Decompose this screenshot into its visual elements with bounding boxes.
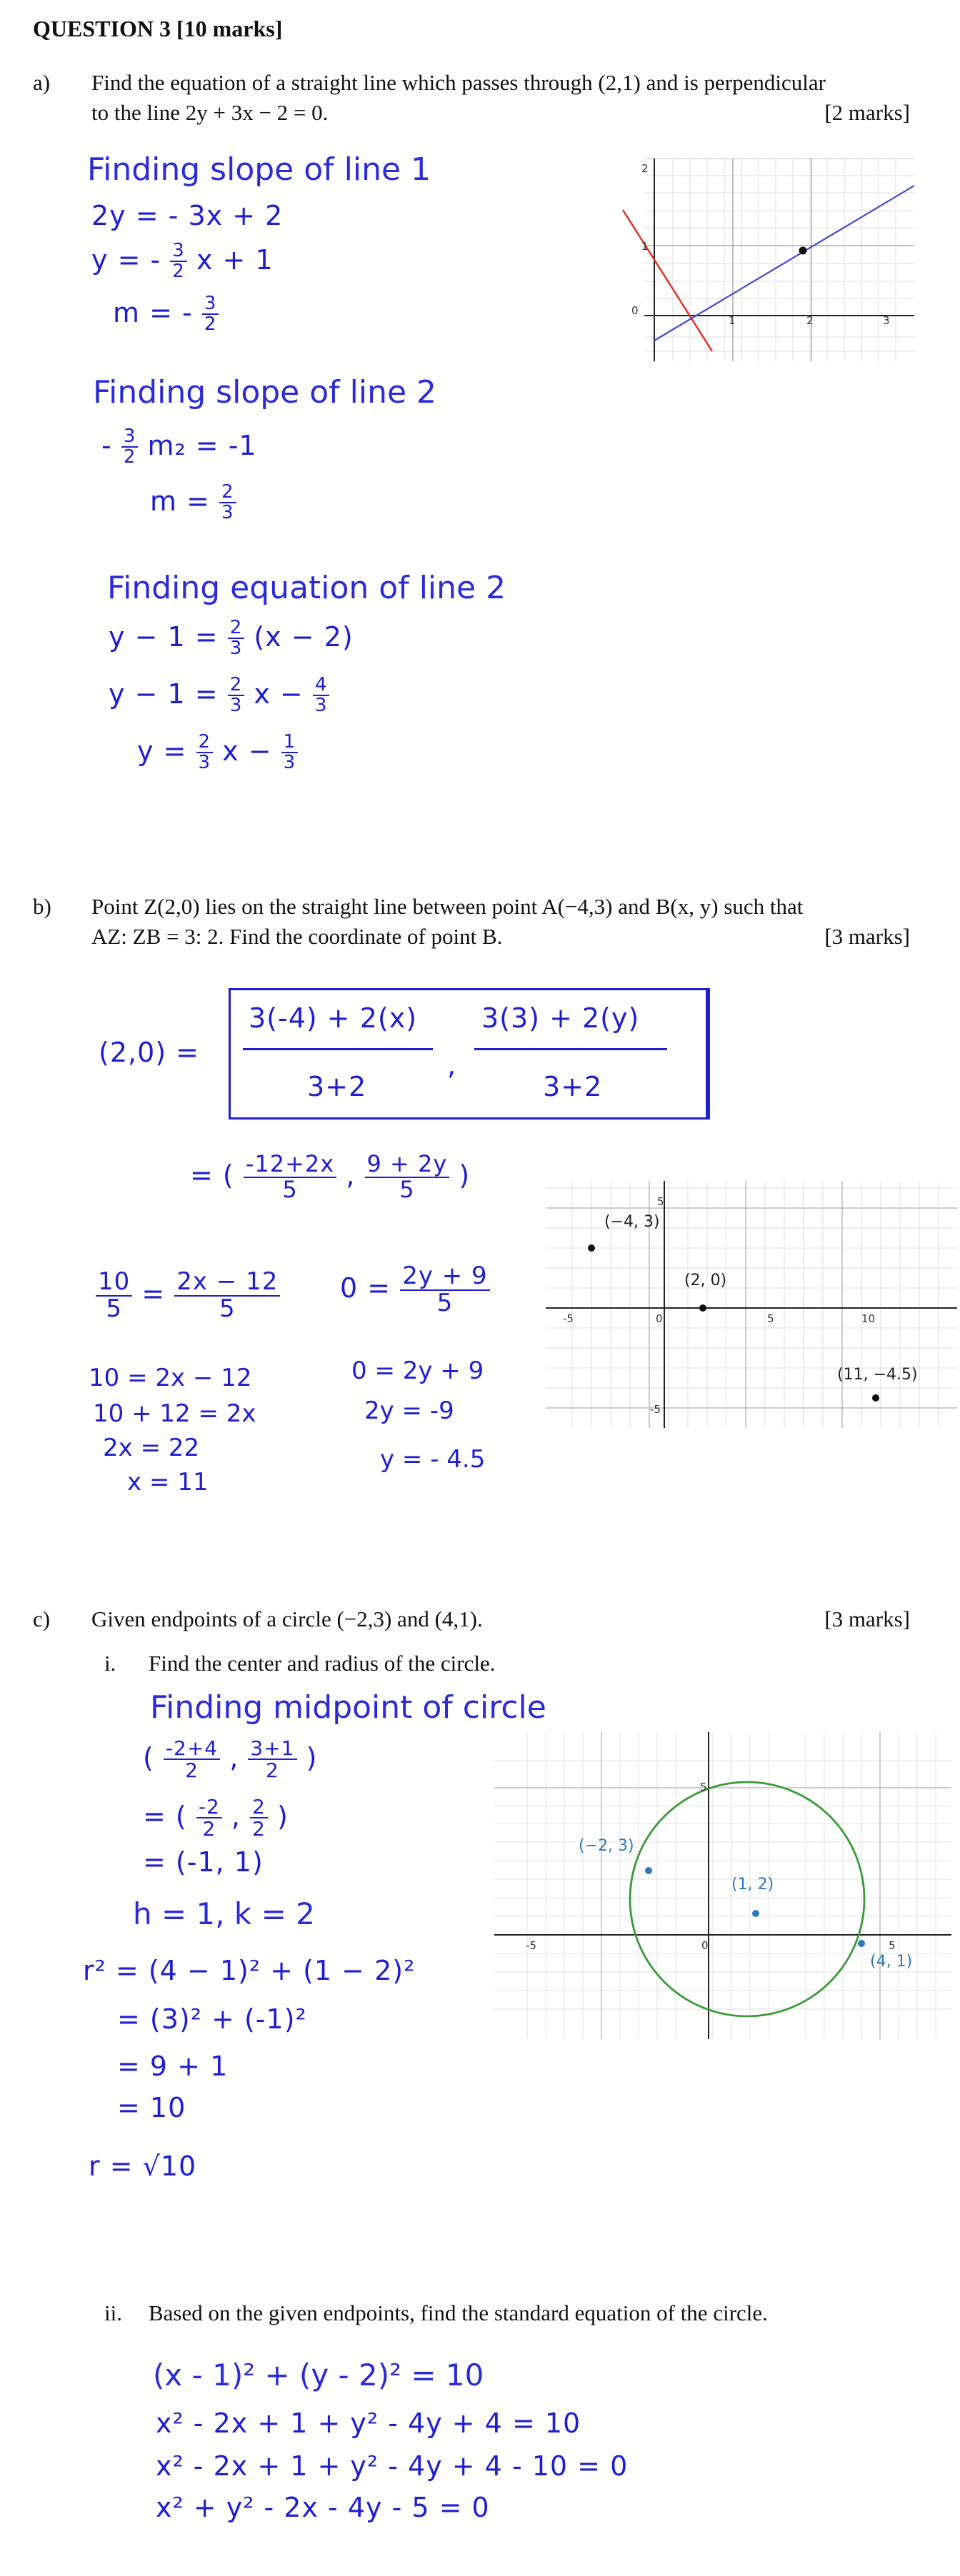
part-a-step2-line1: - $\frac{3}{2}$ m₂ = -1 [101,426,257,468]
part-a-question-line2: to the line 2y + 3x − 2 = 0. [91,100,329,125]
part-c-mid-step3: = (-1, 1) [143,1846,264,1878]
part-b-y-equation: 0 = $\frac{2y + 9}{5}$ [340,1264,490,1316]
part-a-step3-line2: y − 1 = $\frac{2}{3}$ x − $\frac{4}{3}$ [109,675,329,716]
tick-x-2: 2 [806,314,814,327]
part-c-sub-ii-label: ii. [104,2300,122,2325]
part-b-formula-den2: 3+2 [543,1071,603,1102]
part-b-formula-lhs: (2,0) = [99,1037,200,1068]
label-point-b: (11, −4.5) [837,1366,918,1384]
part-b-x-step4: x = 11 [127,1468,209,1496]
part-a-step1-line1: 2y = - 3x + 2 [91,200,284,231]
label-point-z: (2, 0) [684,1272,727,1289]
part-c-standard-eq-1: (x - 1)² + (y - 2)² = 10 [153,2358,484,2393]
point-center [752,1910,759,1917]
point-a [588,1244,595,1252]
part-c-graph [494,1732,951,2039]
point-z [699,1304,706,1312]
part-c-sub-ii-text: Based on the given endpoints, find the standard equation of the circle. [149,2300,768,2325]
tick-y-5: 5 [657,1195,664,1208]
point-b [872,1394,879,1402]
part-b-formula-num1: 3(-4) + 2(x) [249,1002,418,1034]
part-a-step1-line2: y = - $\frac{3}{2}$ x + 1 [91,240,274,283]
part-b-marks: [3 marks] [824,924,910,949]
part-b-y-step1: 0 = 2y + 9 [351,1357,484,1385]
part-b-x-step1: 10 = 2x − 12 [89,1364,252,1392]
tick-x-0: 0 [656,1312,663,1325]
tick-x-0: 0 [701,1939,709,1952]
part-b-graph [546,1181,957,1428]
part-a-question-line1: Find the equation of a straight line which passes through (2,1) and is perpendicular [91,70,826,95]
part-b-x-step2: 10 + 12 = 2x [93,1399,256,1428]
tick-x-0: 0 [631,304,639,317]
part-a-heading-3: Finding equation of line 2 [107,570,506,606]
part-a-step3-line3: y = $\frac{2}{3}$ x − $\frac{1}{3}$ [137,733,298,773]
part-a-marks: [2 marks] [824,100,910,125]
part-c-radius-step4: = 10 [117,2092,186,2123]
part-a-graph [616,159,914,361]
tick-y-5: 5 [700,1781,707,1793]
part-b-formula-num2: 3(3) + 2(y) [481,1002,640,1034]
part-a-step1-line3: m = - $\frac{3}{2}$ [113,294,219,335]
part-c-hk: h = 1, k = 2 [133,1896,315,1931]
part-b-question-line2: AZ: ZB = 3: 2. Find the coordinate of point B. [91,924,503,949]
part-c-sub-i-label: i. [104,1651,116,1676]
circle [630,1782,864,2016]
part-c-radius-result: r = √10 [89,2150,197,2182]
tick-y-2: 2 [641,162,649,175]
question-title: QUESTION 3 [10 marks] [33,16,283,41]
tick-x-1: 1 [729,314,736,327]
part-a-heading-1: Finding slope of line 1 [87,151,431,188]
tick-x-neg5: -5 [563,1312,574,1325]
part-c-radius-step2: = (3)² + (-1)² [117,2003,307,2035]
label-center: (1, 2) [731,1876,774,1893]
point-endpoint-2 [858,1940,865,1947]
part-c-heading: Finding midpoint of circle [150,1689,546,1726]
part-b-formula-comma: , [447,1050,457,1081]
part-b-formula-den1: 3+2 [307,1071,367,1102]
label-point-a: (−4, 3) [604,1213,660,1231]
part-a-heading-2: Finding slope of line 2 [93,374,437,411]
part-b-x-step3: 2x = 22 [103,1434,200,1462]
part-b-x-equation: $\frac{10}{5}$ = $\frac{2x - 12}{5}$ [96,1269,280,1322]
part-a-step2-line2: m = $\frac{2}{3}$ [150,483,236,523]
part-c-radius-step3: = 9 + 1 [117,2051,229,2082]
label-endpoint-2: (4, 1) [870,1953,913,1971]
label-endpoint-1: (−2, 3) [579,1837,634,1855]
tick-y-neg5: -5 [650,1403,661,1416]
point-endpoint-1 [645,1867,652,1874]
part-c-standard-eq-4: x² + y² - 2x - 4y - 5 = 0 [156,2492,490,2523]
part-c-standard-eq-2: x² - 2x + 1 + y² - 4y + 4 = 10 [156,2408,581,2439]
point-2-1 [799,247,807,255]
part-b-question-line1: Point Z(2,0) lies on the straight line between point A(−4,3) and B(x, y) such that [91,894,804,919]
part-b-y-step2: 2y = -9 [364,1397,454,1425]
part-a-step3-line1: y − 1 = $\frac{2}{3}$ (x − 2) [109,617,354,660]
tick-y-1: 1 [641,240,649,253]
part-b-y-step3: y = - 4.5 [380,1445,486,1474]
part-b-simplified: = ( $\frac{-12+2x}{5}$ , $\frac{9 + 2y}{5}$ ) [190,1150,471,1203]
tick-x-5: 5 [889,1939,896,1952]
part-c-mid-step2: = ( $\frac{-2}{2}$ , $\frac{2}{2}$ ) [143,1795,289,1841]
part-c-sub-i-text: Find the center and radius of the circle. [149,1651,496,1676]
part-c-marks: [3 marks] [824,1606,910,1631]
tick-x-neg5: -5 [526,1939,536,1952]
part-c-label: c) [33,1606,51,1631]
part-c-radius-step1: r² = (4 − 1)² + (1 − 2)² [83,1955,416,1986]
line-1 [623,210,712,351]
part-b-label: b) [33,894,51,919]
tick-x-10: 10 [861,1312,876,1325]
tick-x-5: 5 [767,1312,774,1325]
tick-x-3: 3 [883,314,890,327]
part-c-question-line1: Given endpoints of a circle (−2,3) and (4,1). [91,1606,483,1631]
part-c-standard-eq-3: x² - 2x + 1 + y² - 4y + 4 - 10 = 0 [156,2450,629,2482]
part-a-label: a) [33,70,51,95]
part-c-mid-step1: ( $\frac{-2+4}{2}$ , $\frac{3+1}{2}$ ) [143,1736,318,1783]
